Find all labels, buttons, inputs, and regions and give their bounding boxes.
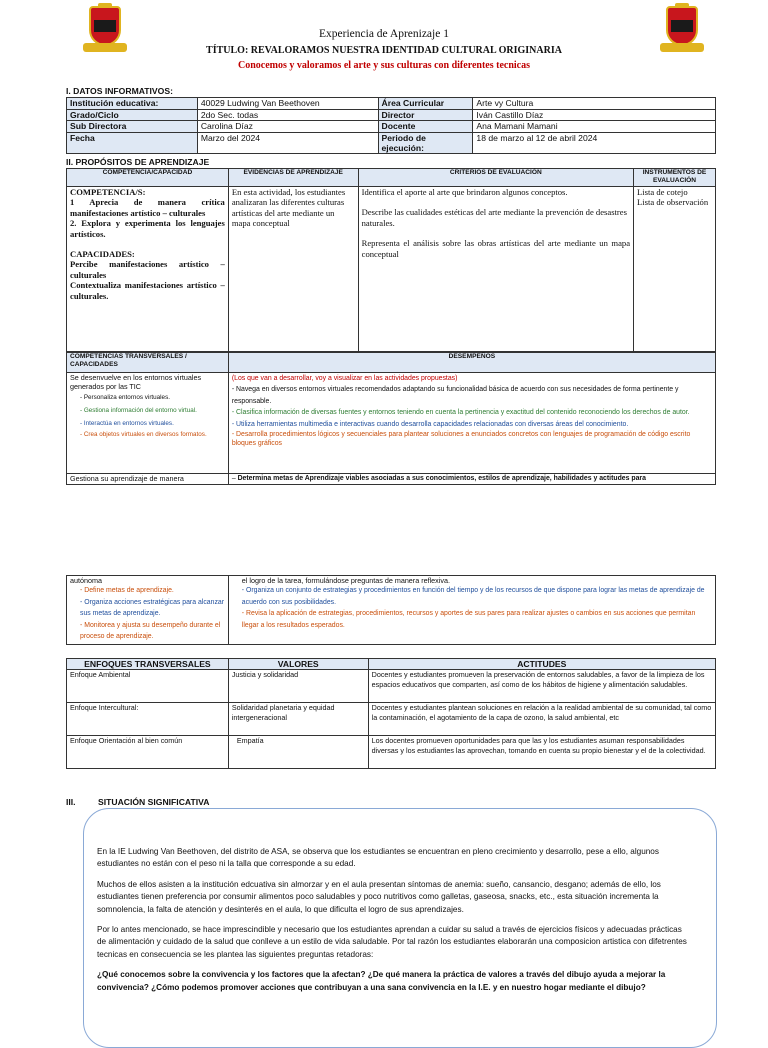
situacion-p1: En la IE Ludwing Van Beethoven, del distrito de ASA, se observa que los estudiantes se encuentran en pleno crecimiento y desarrollo, pese a ello, algunos estudiantes no están con el peso ni la talla que corresponde a su edad. [97,847,659,869]
tic-desempeno-2: - Clasifica información de diversas fuentes y entornos teniendo en cuenta la pertinencia y exactitud del contenido reconociendo los derechos de autor. [232,407,712,418]
tic-desempeno-1: - Navega en diversos entornos virtuales recomendados adaptando su funcionalidad básica de acuerdo con sus necesidades de forma pertinente y responsable. [232,384,712,407]
tic-title: Se desenvuelve en los entornos virtuales generados por las TIC [70,373,202,391]
propositos-table [66,168,716,352]
table-row [67,132,716,153]
tic-cap-2: - Gestiona información del entorno virtual. [80,404,225,417]
page-tagline: Conocemos y valoramos el arte y sus culturas con diferentes tecnicas [238,60,530,71]
criterio-3: Representa el análisis sobre las obras artísticas del arte mediante un mapa conceptual [361,238,631,259]
header-criterios: CRITERIOS DE EVALUACIÓN [358,169,633,187]
gestiona-table [66,575,716,645]
tic-desempeno-3: - Utiliza herramientas multimedia e interactivas cuando desarrolla capacidades relacionadas con diversas áreas del conocimiento. [232,419,712,430]
datos-label: Director [378,109,473,121]
enfoque-actitud: Docentes y estudiantes plantean soluciones en relación a la realidad ambiental de su comunidad, tal como la contaminación, el agotamiento de la capa de ozono, la salud ambiental, etc [368,703,715,736]
capacidad-1: Percibe manifestaciones artístico – culturales [70,259,225,280]
header-enfoques: ENFOQUES TRANSVERSALES [67,659,229,670]
header-competencia: COMPETENCIA/CAPACIDAD [67,169,229,187]
enfoque-name: Enfoque Ambiental [67,670,229,703]
tic-cap-4: - Crea objetos virtuales en diversos formatos. [80,430,225,440]
enfoque-valor: Justicia y solidaridad [228,670,368,703]
enfoque-name: Enfoque Intercultural: [67,703,229,736]
page-title: Experiencia de Aprenizaje 1 [319,28,449,40]
datos-label: Fecha [67,132,198,153]
instrumento-2: Lista de observación [637,197,709,208]
datos-value: Marzo del 2024 [197,132,378,153]
gestiona-desempeno-1b: el logro de la tarea, formulándose preguntas de manera reflexiva. [241,576,450,585]
situacion-number: III. [66,797,76,807]
datos-label: Institución educativa: [67,98,198,110]
gestiona-title-cont: autónoma [70,576,102,585]
tic-desempeno-4: - Desarrolla procedimientos lógicos y secuenciales para plantear soluciones a enunciados concretos con lenguajes de programación de código escrito bloques gráficos [232,430,712,448]
datos-value: Iván Castillo Díaz [473,109,716,121]
header-transversales: COMPETENCIAS TRANSVERSALES / CAPACIDADES [67,353,229,373]
competencia-2: 2. Explora y experimenta los lenguajes artísticos. [70,218,225,239]
gestiona-cap-3: - Monitorea y ajusta su desempeño durante el proceso de aprendizaje. [80,620,225,643]
header-valores: VALORES [228,659,368,670]
tic-desempenos-cell [228,373,715,474]
datos-label: Periodo de ejecución: [378,132,473,153]
enfoque-valor: Solidaridad planetaria y equidad intergeneracional [228,703,368,736]
gestiona-desempeno-3: - Revisa la aplicación de estrategias, procedimientos, recursos y aportes de sus pares para realizar ajustes o cambios en sus acciones que permitan llegar a los resultados esperados. [242,608,712,631]
situacion-text [97,846,689,1002]
table-row [67,703,716,736]
desempenos-intro: (Los que van a desarrollar, voy a visualizar en las actividades propuestas) [231,375,458,382]
enfoque-valor: Empatía [228,736,368,769]
enfoques-table [66,658,716,769]
datos-label: Área Curricular [378,98,473,110]
datos-value: 2do Sec. todas [197,109,378,121]
gestiona-title-cell: Gestiona su aprendizaje de manera [67,474,229,485]
transversales-table [66,352,716,485]
gestiona-cap-2: - Organiza acciones estratégicas para alcanzar sus metas de aprendizaje. [80,597,225,620]
criterio-2: Describe las cualidades estéticas del arte mediante la prevención de desastres naturales. [361,207,627,228]
gestiona-desempeno-1a: – Determina metas de Aprendizaje viables asociadas a sus conocimientos, estilos de aprendizaje, habilidades y actitudes para [228,474,715,485]
tic-cell [67,373,229,474]
gestiona-cell [67,576,229,645]
datos-value: 18 de marzo al 12 de abril 2024 [473,132,716,153]
datos-heading: I. DATOS INFORMATIVOS: [66,86,173,96]
datos-value: 40029 Ludwing Van Beethoven [197,98,378,110]
datos-label: Sub Directora [67,121,198,133]
datos-label: Docente [378,121,473,133]
gestiona-desempenos-cell [228,576,715,645]
enfoque-actitud: Los docentes promueven oportunidades para que las y los estudiantes asuman responsabilidades diversas y los estudiantes las aprovechan, tomando en cuenta su propio bienestar y el de la colectividad. [368,736,715,769]
table-row [67,736,716,769]
datos-label: Grado/Ciclo [67,109,198,121]
header-instrumentos: INSTRUMENTOS DE EVALUACIÓN [634,169,716,187]
instrumento-1: Lista de cotejo [637,187,688,197]
table-row [67,670,716,703]
gestiona-cap-1: - Define metas de aprendizaje. [80,585,225,597]
situacion-p2: Muchos de ellos asisten a la institución edcuativa sin almorzar y en el aula presentan síntomas de anemia: sueño, cansancio, desgano; además de ello, los estudiantes tienen preferencia por consumir alimentos poco saludables y poco nutritivos como galletas, gaseosa, snacks, etc., esta situación incrementa la somnolencia, la falta de atención y desinterés en el aula, lo que dificulta el logro de sus aprendizajes. [97,879,661,914]
evidencia-cell: En esta actividad, los estudiantes analizaran las diferentes culturas artísticas del arte mediante un mapa conceptual [228,187,358,352]
gestiona-desempeno-2: - Organiza un conjunto de estrategias y procedimientos en función del tiempo y de los recursos de que dispone para lograr las metas de aprendizaje de acuerdo con sus posibilidades. [242,585,712,608]
competencias-label: COMPETENCIA/S: [70,187,146,197]
capacidades-label: CAPACIDADES: [70,249,135,260]
situacion-heading: SITUACIÓN SIGNIFICATIVA [98,797,210,807]
table-row [67,98,716,110]
capacidad-2: Contextualiza manifestaciones artístico – culturales. [70,280,225,301]
propositos-heading: II. PROPÓSITOS DE APRENDIZAJE [66,157,210,167]
tic-cap-1: - Personaliza entornos virtuales. [80,391,225,404]
tic-cap-3: - Interactúa en entornos virtuales. [80,417,225,430]
situacion-p3: Por lo antes mencionado, se hace imprescindible y necesario que los estudiantes aprendan a cuidar su salud a través de ejercicios físicos y adecuadas prácticas de alimentación y cuidado de la salud que conlleve a un estilo de vida saludable. Por tal razón los estudiantes elaborarán una composicion artistica con difetrentes tecnicas en consecuencia se les plantea las siguientes preguntas retadoras: [97,925,687,959]
datos-value: Carolina Díaz [197,121,378,133]
datos-value: Ana Mamani Mamani [473,121,716,133]
header-evidencias: EVIDENCIAS DE APRENDIZAJE [228,169,358,187]
competencia-1: 1 Aprecia de manera crítica manifestaciones artístico – culturales [70,197,225,218]
datos-table [66,97,716,154]
page-subtitle: TÍTULO: REVALORAMOS NUESTRA IDENTIDAD CULTURAL ORIGINARIA [206,45,562,56]
criterios-cell [358,187,633,352]
datos-value: Arte vy Cultura [473,98,716,110]
enfoque-actitud: Docentes y estudiantes promueven la preservación de entornos saludables, a favor de la limpieza de los espacios educativos que comparten, así como de los hábitos de higiene y alimentación saludables. [368,670,715,703]
header-desempenos: DESEMPEÑOS [228,353,715,373]
table-row [67,109,716,121]
header-actitudes: ACTITUDES [368,659,715,670]
situacion-questions: ¿Qué conocemos sobre la convivencia y los factores que la afectan? ¿De qué manera la práctica de valores a través del dibujo ayuda a mejorar la convivencia? ¿Cómo podemos promover acciones que contribuyan a una sana convivencia en la I.E. y en nuestro hogar mediante el dibujo? [97,970,666,992]
criterio-1: Identifica el aporte al arte que brindaron algunos conceptos. [361,187,568,197]
table-row [67,121,716,133]
instrumentos-cell [634,187,716,352]
enfoque-name: Enfoque Orientación al bien común [67,736,229,769]
competencias-cell [67,187,229,352]
